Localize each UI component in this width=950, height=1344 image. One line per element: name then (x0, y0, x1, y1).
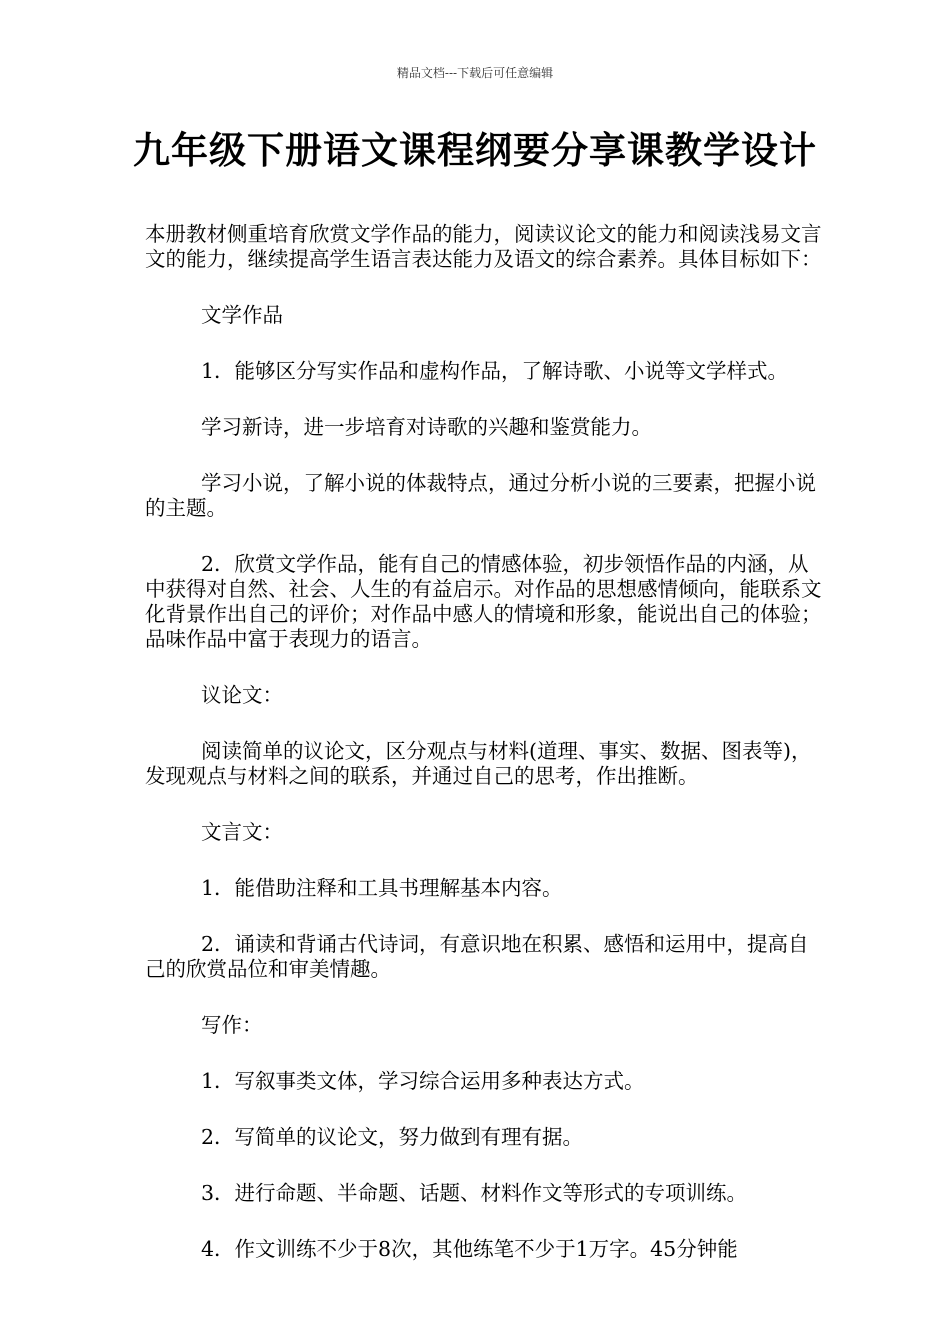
paragraph: 2．诵读和背诵古代诗词，有意识地在积累、感悟和运用中，提高自己的欣赏品位和审美情趣。 (145, 932, 809, 981)
section-heading-writing: 写作： (201, 1013, 263, 1037)
paragraph: 1．能借助注释和工具书理解基本内容。 (201, 876, 563, 900)
document-title: 九年级下册语文课程纲要分享课教学设计 (133, 129, 817, 172)
paragraph: 阅读简单的议论文，区分观点与材料(道理、事实、数据、图表等)，发现观点与材料之间的联系，并通过自己的思考，作出推断。 (145, 739, 812, 788)
section-heading-classical: 文言文： (201, 820, 283, 844)
paragraph: 3．进行命题、半命题、话题、材料作文等形式的专项训练。 (201, 1181, 748, 1205)
paragraph: 1．能够区分写实作品和虚构作品，了解诗歌、小说等文学样式。 (201, 359, 789, 383)
paragraph: 2．写简单的议论文，努力做到有理有据。 (201, 1125, 584, 1149)
paragraph: 学习新诗，进一步培育对诗歌的兴趣和鉴赏能力。 (201, 415, 652, 439)
paragraph-intro: 本册教材侧重培育欣赏文学作品的能力，阅读议论文的能力和阅读浅易文言文的能力，继续提高学生语言表达能力及语文的综合素养。具体目标如下： (145, 222, 822, 271)
page-header: 精品文档---下载后可任意编辑 (396, 66, 554, 80)
document-body (145, 222, 825, 1293)
section-heading-literature: 文学作品 (201, 303, 283, 327)
paragraph: 学习小说，了解小说的体裁特点，通过分析小说的三要素，把握小说的主题。 (145, 471, 816, 520)
paragraph: 2．欣赏文学作品，能有自己的情感体验，初步领悟作品的内涵，从中获得对自然、社会、人生的有益启示。对作品的思想感情倾向，能联系文化背景作出自己的评价；对作品中感人的情境和形象，能说出自己的体验；品味作品中富于表现力的语言。 (145, 552, 822, 651)
section-heading-argumentative: 议论文： (201, 683, 283, 707)
paragraph: 1．写叙事类文体，学习综合运用多种表达方式。 (201, 1069, 645, 1093)
paragraph: 4．作文训练不少于8次，其他练笔不少于1万字。45分钟能 (201, 1237, 738, 1261)
